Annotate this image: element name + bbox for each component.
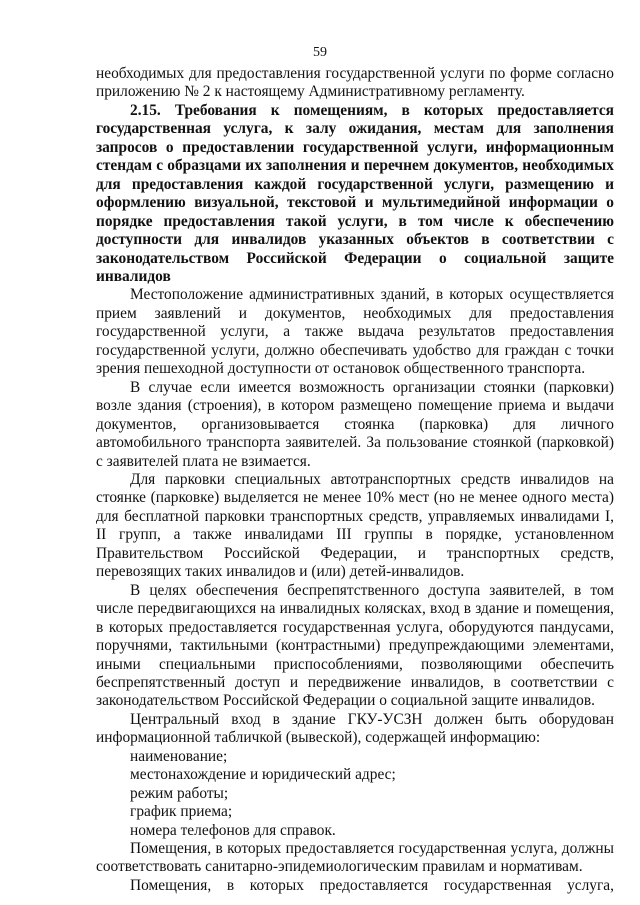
list-item: номера телефонов для справок.	[130, 821, 336, 839]
paragraph-entrance-sign: Центральный вход в здание ГКУ-УСЗН должен быть оборудован информационной табличкой (вывеской), содержащей информацию:	[96, 710, 614, 747]
continuation-paragraph: необходимых для предоставления государственной услуги по форме согласно приложению № 2 к настоящему Административному регламенту.	[96, 65, 614, 101]
section-heading: 2.15. Требования к помещениям, в которых предоставляется государственная услуга, к залу ожидания, местам для заполнения запросов о предоставлении государственной услуги, информационным стендам с образцами их заполнения и перечнем документов, необходимых для предоставления каждой государственной услуги, размещению и оформлению визуальной, текстовой и мультимедийной информации о порядке предоставления такой услуги, в том числе к обеспечению доступности для инвалидов указанных объектов в соответствии с законодательством Российской Федерации о социальной защите инвалидов	[96, 101, 614, 285]
list-item: режим работы;	[130, 784, 229, 802]
paragraph-parking: В случае если имеется возможность организации стоянки (парковки) возле здания (строения), в котором размещено помещение приема и выдачи документов, организовывается стоянка (парковка) для личного автомобильного транспорта заявителей. За пользование стоянкой (парковкой) с заявителей плата не взимается.	[96, 378, 614, 470]
paragraph-premises-continued: Помещения, в которых предоставляется государственная услуга,	[130, 876, 614, 894]
list-item: местонахождение и юридический адрес;	[130, 766, 396, 784]
paragraph-sanitary: Помещения, в которых предоставляется государственная услуга, должны соответствовать санитарно-эпидемиологическим правилам и нормативам.	[96, 840, 614, 876]
paragraph-disabled-parking: Для парковки специальных автотранспортных средств инвалидов на стоянке (парковке) выделяется не менее 10% мест (но не менее одного места) для бесплатной парковки транспортных средств, управляемых инвалидами I, II групп, а также инвалидами III группы в порядке, установленном Правительством Российской Федерации, и транспортных средств, перевозящих таких инвалидов и (или) детей-инвалидов.	[96, 470, 614, 581]
paragraph-accessibility: В целях обеспечения беспрепятственного доступа заявителей, в том числе передвигающихся на инвалидных колясках, вход в здание и помещения, в которых предоставляется государственная услуга, оборудуются пандусами, поручнями, тактильными (контрастными) предупреждающими элементами, иными специальными приспособлениями, позволяющими обеспечить беспрепятственный доступ и передвижение инвалидов, в соответствии с законодательством Российской Федерации о социальной защите инвалидов.	[96, 581, 614, 710]
list-item: наименование;	[130, 747, 228, 765]
info-list	[96, 748, 614, 840]
document-body	[96, 65, 614, 895]
paragraph-location: Местоположение административных зданий, в которых осуществляется прием заявлений и документов, необходимых для предоставления государственной услуги, а также выдача результатов предоставления государственной услуги, должно обеспечивать удобство для граждан с точки зрения пешеходной доступности от остановок общественного транспорта.	[96, 286, 614, 378]
list-item: график приема;	[130, 803, 233, 821]
page-number: 59	[313, 45, 327, 60]
